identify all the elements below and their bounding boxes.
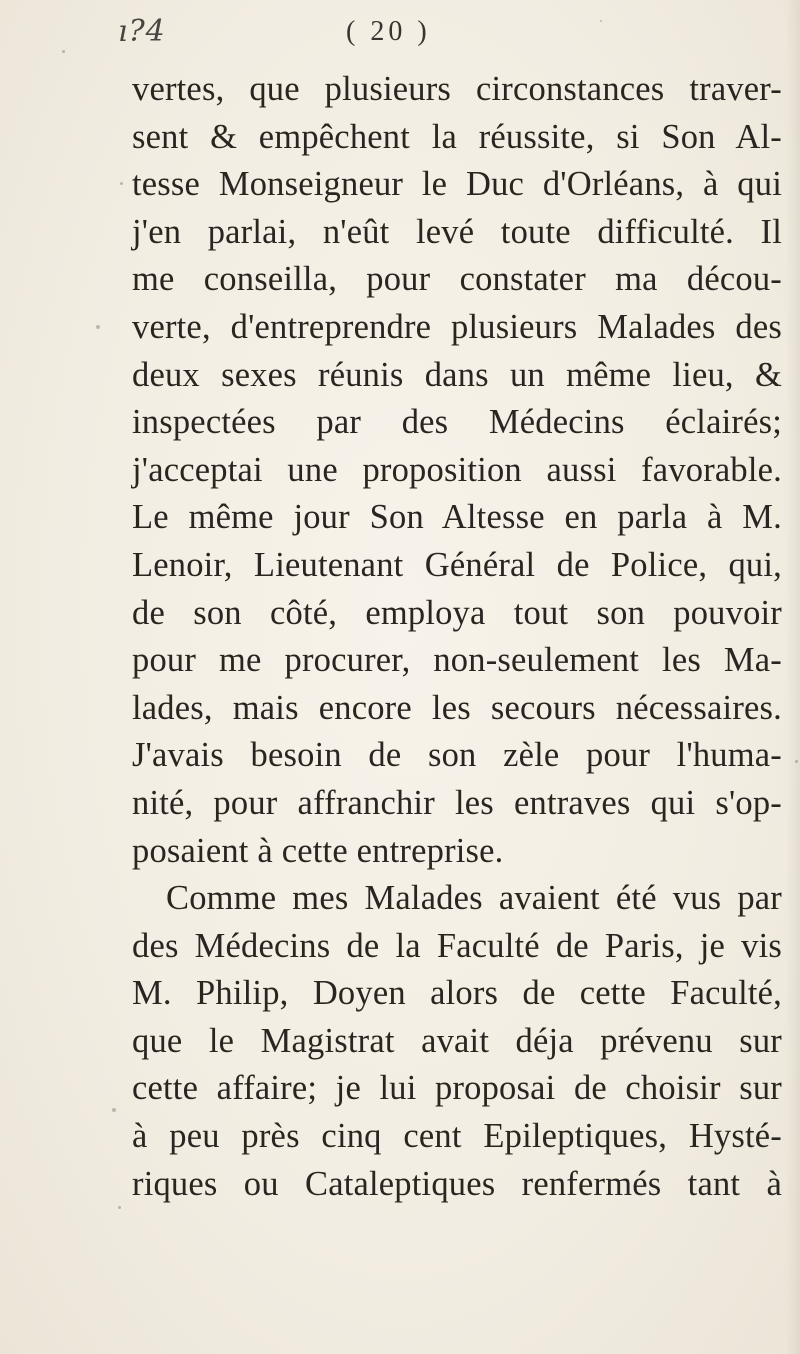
- text-line: Lenoir, Lieutenant Général de Police, qui,: [132, 545, 782, 584]
- paper-speck: [118, 1206, 121, 1209]
- text-line: j'en parlai, n'eût levé toute difficulté. Il: [132, 212, 782, 251]
- text-line: à peu près cinq cent Epileptiques, Hysté-: [132, 1117, 782, 1156]
- text-line-paragraph-end: posaient à cette entreprise.: [132, 831, 504, 870]
- text-line: nité, pour affranchir les entraves qui s'op-: [132, 783, 782, 822]
- paper-speck: [600, 20, 602, 22]
- paper-speck: [96, 325, 100, 329]
- paper-speck: [62, 50, 65, 53]
- paper-speck: [795, 760, 798, 763]
- paper-speck: [120, 182, 123, 185]
- text-line: lades, mais encore les secours nécessaires.: [132, 688, 782, 727]
- text-line: des Médecins de la Faculté de Paris, je vis: [132, 926, 782, 965]
- text-line: riques ou Cataleptiques renfermés tant à: [132, 1164, 782, 1203]
- text-line: deux sexes réunis dans un même lieu, &: [132, 355, 782, 394]
- text-line: tesse Monseigneur le Duc d'Orléans, à qui: [132, 165, 782, 204]
- handwritten-folio-mark: ı?4: [118, 14, 166, 49]
- text-body: [132, 66, 782, 1208]
- page-edge-shadow: [786, 0, 800, 1354]
- text-line: verte, d'entreprendre plusieurs Malades des: [132, 307, 782, 346]
- paper-speck: [112, 1108, 116, 1112]
- text-line: vertes, que plusieurs circonstances traver-: [132, 70, 782, 108]
- text-line: de son côté, employa tout son pouvoir: [132, 593, 782, 632]
- text-line: cette affaire; je lui proposai de choisir sur: [132, 1069, 782, 1108]
- page-header: [118, 14, 538, 64]
- text-line: pour me procurer, non-seulement les Ma-: [132, 641, 782, 680]
- page-number: ( 20 ): [346, 16, 431, 47]
- text-line: inspectées par des Médecins éclairés;: [132, 403, 782, 442]
- text-line: M. Philip, Doyen alors de cette Faculté,: [132, 974, 782, 1013]
- text-line-paragraph-start: Comme mes Malades avaient été vus par: [166, 879, 782, 918]
- text-line: J'avais besoin de son zèle pour l'huma-: [132, 736, 782, 775]
- text-line: Le même jour Son Altesse en parla à M.: [132, 498, 782, 537]
- text-line: j'acceptai une proposition aussi favorable.: [132, 450, 782, 489]
- text-line: me conseilla, pour constater ma décou-: [132, 260, 782, 299]
- text-line: que le Magistrat avait déja prévenu sur: [132, 1021, 782, 1060]
- text-line: sent & empêchent la réussite, si Son Al-: [132, 117, 782, 156]
